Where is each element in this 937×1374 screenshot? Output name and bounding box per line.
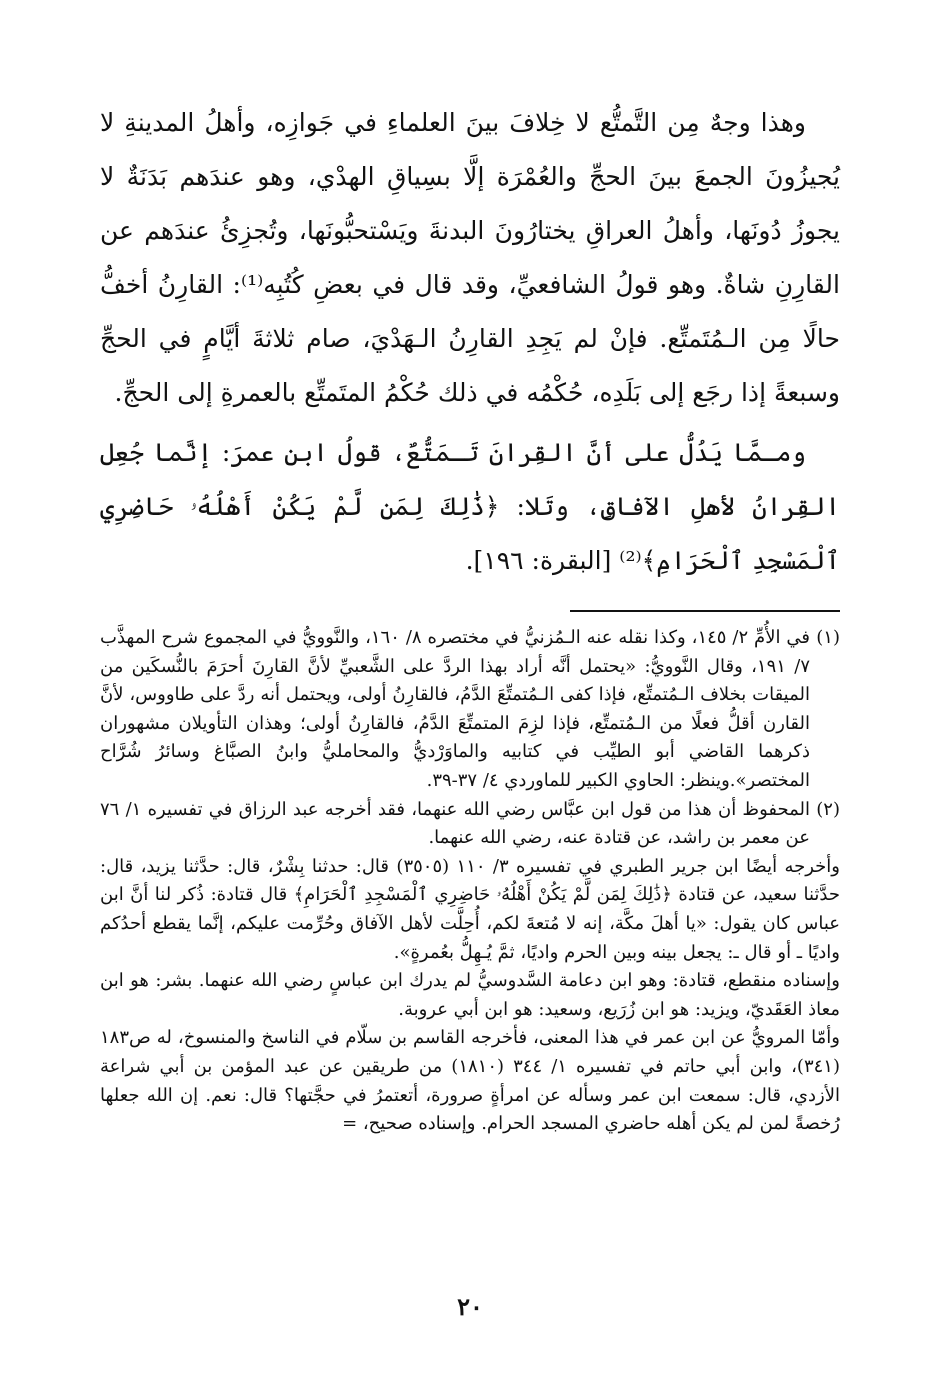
main-paragraph-2: ومـمَّا يَدُلُّ على أنَّ القِرانَ تَـمَتُّعٌ، قولُ ابن عمرَ: إنَّما جُعِل القِرانُ لأهلِ الآفاقِ، وتَلا: ﴿ذَٰلِكَ لِمَن لَّمْ يَكُنْ أَهْلُهُۥ حَاضِرِي ٱلْمَسْجِدِ ٱلْحَرَامِ﴾⁽²⁾ [البقرة: ١٩٦]. <box>100 438 840 575</box>
footnote-2 <box>100 796 840 853</box>
footnote-divider <box>570 610 840 612</box>
footnote-2-paragraph-2: وإسناده منقطع، قتادة: وهو ابن دعامة السَّدوسيُّ لم يدرك ابن عباسٍ رضي الله عنهما. بشر: هو ابن معاذ العَقَديّ، ويزيد: هو ابن زُرَيع، وسعيد: هو ابن أبي عروبة. <box>100 970 840 1020</box>
main-text <box>100 96 840 588</box>
footnotes <box>100 624 840 1139</box>
footnote-1-number: (١) <box>816 627 840 648</box>
footnote-1 <box>100 624 840 796</box>
main-paragraph-1: وهذا وجهٌ مِن التَّمتُّع لا خِلافَ بينَ العلماءِ في جَوازِه، وأهلُ المدينةِ لا يُجيزُونَ الجمعَ بينَ الحجِّ والعُمْرَة إلَّا بسِياقِ الهدْي، وهو عندَهم بَدَنَةٌ لا يجوزُ دُونَها، وأهلُ العراقِ يختارُونَ البدنةَ ويَسْتحبُّونَها، وتُجزِئُ عندَهم عن القارِنِ شاةٌ. وهو قولُ الشافعيِّ، وقد قال في بعضِ كُتُبِه⁽¹⁾: القارِنُ أخفُّ حالًا مِن الـمُتَمتِّع. فإنْ لم يَجِدِ القارِنُ الـهَدْيَ، صام ثلاثةَ أيَّامٍ في الحجِّ وسبعةً إذا رجَع إلى بَلَدِه، حُكْمُه في ذلك حُكْمُ المتَمتِّع بالعمرةِ إلى الحجِّ. <box>100 108 840 407</box>
footnote-2-number: (٢) <box>816 798 840 820</box>
footnote-2-paragraph-1: وأخرجه أيضًا ابن جرير الطبري في تفسيره ٣/ ١١٠ (٣٥٠٥) قال: حدثنا بِشْرٌ، قال: حدَّثنا يزيد، قال: حدَّثنا سعيد، عن قتادة ﴿ذَٰلِكَ لِمَن لَّمْ يَكُنْ أَهْلُهُۥ حَاضِرِي ٱلْمَسْجِدِ ٱلْحَرَامِ﴾ قال قتادة: ذُكر لنا أنَّ ابن عباس كان يقول: «يا أهلَ مكَّة، إنه لا مُتعةَ لكم، أُحِلَّت لأهل الآفاق وحُرِّمت عليكم، إنَّما يقطع أحدُكم واديًا ـ أو قال ـ: يجعل بينه وبين الحرم واديًا، ثمَّ يُـهِلُّ بعُمرةٍ». <box>100 855 840 963</box>
footnote-2-text: المحفوظ أن هذا من قول ابن عبَّاس رضي الله عنهما، فقد أخرجه عبد الرزاق في تفسيره ١/ ٧٦ عن معمر بن راشد، عن قتادة عنه، رضي الله عنهما. <box>100 798 810 849</box>
footnote-2-paragraph-3: وأمّا المرويُّ عن ابن عمر في هذا المعنى، فأخرجه القاسم بن سلّام في الناسخ والمنسوخ، له ص١٨٣ (٣٤١)، وابن أبي حاتم في تفسيره ١/ ٣٤٤ (١٨١٠) من طريقين عن عبد المؤمن بن أبي شراعة الأزدي، قال: سمعت ابن عمر وسأله عن امرأةٍ صرورة، أتعتمرُ في حجَّتها؟ قال: نعم. إن الله جعلها رُخصةً لمن لم يكن أهله حاضري المسجد الحرام. وإسناده صحيح، = <box>100 1027 840 1135</box>
page-number: ٢٠ <box>457 1292 483 1321</box>
book-page <box>100 96 840 1346</box>
footnote-1-text: في الأُمِّ ٢/ ١٤٥، وكذا نقله عنه الـمُزنيُّ في مختصره ٨/ ١٦٠، والنَّوويُّ في المجموع شرح المهذَّب ٧/ ١٩١، وقال النَّوويُّ: «يحتمل أنَّه أراد بهذا الردَّ على الشَّعبيِّ لأنَّ القارِنَ أحرَمَ بالنُّسكَين من الميقات بخلاف الـمُتمتِّع، فإذا كفى الـمُتمتِّعَ الدَّمُ، فالقارِنُ أولى، ويحتمل أنه ردَّ على طاووس، لأنَّ القارن أقلُّ فعلًا من الـمُتمتِّع، فإذا لزِمَ المتمتِّعَ الدَّمُ، فالقارِنُ أولى؛ وهذان التأويلان مشهوران ذكرهما القاضي أبو الطيِّب في كتابيه والماوَرْديُّ والمحامليُّ وابنُ الصبَّاغ وسائرُ شُرَّاح المختصر».وينظر: الحاوي الكبير للماوردي ٤/ ٣٧-٣٩. <box>100 627 810 791</box>
